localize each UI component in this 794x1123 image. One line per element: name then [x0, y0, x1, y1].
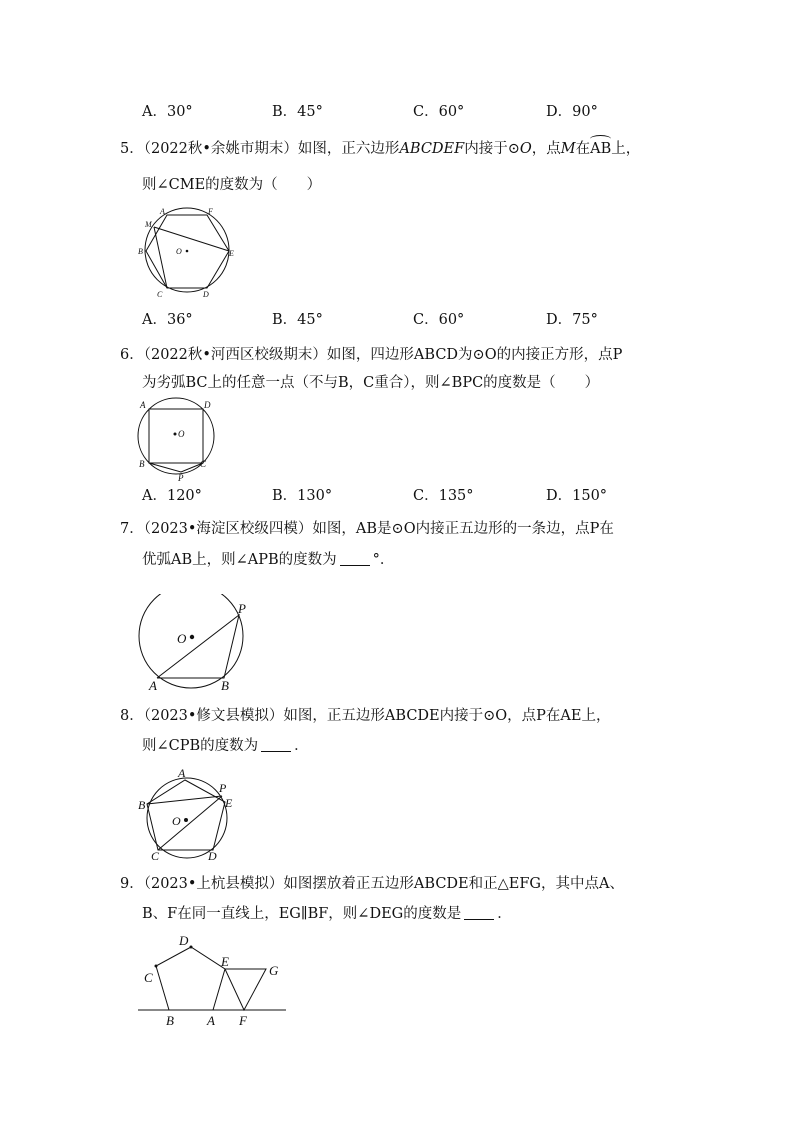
q5-label-a: A: [160, 207, 165, 216]
q5-label-m: M: [145, 220, 152, 229]
q7-figure: [134, 594, 254, 694]
q5-stem-text5: 上，: [611, 141, 641, 157]
q5-stem-line2: 则∠CME的度数为（ ）: [142, 177, 322, 193]
q8-stem-text: 则∠CPB的度数为: [142, 738, 259, 754]
q9-label-g: G: [269, 963, 279, 978]
q4-option-a: A．30°: [142, 104, 193, 120]
q5-point-m: M: [560, 141, 576, 157]
q4-option-d: D．90°: [546, 104, 598, 120]
q7-label-a: A: [149, 678, 157, 693]
q9-label-e: E: [221, 954, 229, 969]
q5-figure: [134, 204, 244, 300]
q7-stem-end: °．: [372, 552, 395, 568]
q6-label-d: D: [204, 400, 211, 410]
q6-label-c: C: [200, 459, 207, 469]
q9-stem-line1: 9．（2023•上杭县模拟）如图摆放着正五边形ABCDE和正△EFG，其中点A、: [120, 876, 624, 892]
q7-stem-text: 优弧AB上，则∠APB的度数为: [142, 552, 337, 568]
q5-option-d: D．75°: [546, 312, 598, 328]
q9-stem-text: B、F在同一直线上，EG∥BF，则∠DEG的度数是: [142, 906, 462, 922]
q7-label-b: B: [221, 678, 229, 693]
q8-label-o: O: [172, 814, 181, 828]
q7-stem-line2: [142, 550, 394, 570]
q8-stem-line2: [142, 736, 309, 756]
q5-circle-name: O: [519, 141, 532, 157]
q6-option-c: C．135°: [413, 488, 474, 504]
q6-label-a: A: [140, 400, 146, 410]
q8-stem-end: ．: [294, 738, 309, 754]
q8-label-b: B: [138, 798, 146, 812]
q8-label-e: E: [225, 796, 233, 810]
q5-label-o: O: [176, 247, 182, 256]
q5-stem-text4: 在: [575, 141, 591, 157]
q7-answer-blank[interactable]: [340, 551, 370, 566]
q8-stem-line1: 8．（2023•修文县模拟）如图，正五边形ABCDE内接于⊙O，点P在AE上，: [120, 708, 611, 724]
q5-arc-ab: AB: [590, 141, 612, 157]
q6-label-o: O: [178, 429, 185, 439]
q8-figure: [134, 764, 234, 864]
q9-label-b: B: [166, 1013, 174, 1028]
q5-option-b: B．45°: [272, 312, 323, 328]
q4-option-c: C．60°: [413, 104, 465, 120]
q5-label-f: F: [208, 207, 213, 216]
q8-label-p: P: [219, 781, 227, 795]
q6-option-a: A．120°: [142, 488, 202, 504]
q5-stem-text: 5．（2022秋•余姚市期末）如图，正六边形: [120, 141, 400, 157]
q5-stem-text3: ，点: [531, 141, 561, 157]
q5-stem-line1: [120, 139, 640, 159]
q5-hexagon-name: ABCDEF: [399, 141, 465, 157]
q8-label-d: D: [208, 849, 217, 863]
q9-label-c: C: [144, 970, 153, 985]
q5-label-d: D: [203, 290, 209, 299]
q7-label-p: P: [238, 601, 246, 616]
q5-option-a: A．36°: [142, 312, 193, 328]
q6-label-b: B: [139, 459, 145, 469]
q8-answer-blank[interactable]: [261, 737, 291, 752]
q9-figure: [134, 930, 294, 1030]
q9-label-f: F: [239, 1013, 247, 1028]
q6-label-p: P: [178, 473, 184, 482]
q8-label-c: C: [151, 849, 160, 863]
q9-label-a: A: [207, 1013, 215, 1028]
q7-stem-line1: 7．（2023•海淀区校级四模）如图，AB是⊙O内接正五边形的一条边，点P在: [120, 521, 614, 537]
q5-label-c: C: [157, 290, 163, 299]
q9-label-d: D: [179, 933, 189, 948]
q9-stem-end: ．: [497, 906, 512, 922]
q6-option-b: B．130°: [272, 488, 333, 504]
q8-label-a: A: [178, 766, 186, 780]
q5-option-c: C．60°: [413, 312, 465, 328]
q7-label-o: O: [177, 631, 187, 646]
q4-option-b: B．45°: [272, 104, 323, 120]
q9-stem-line2: [142, 904, 512, 924]
q6-option-d: D．150°: [546, 488, 608, 504]
q6-stem-line1: 6．（2022秋•河西区校级期末）如图，四边形ABCD为⊙O的内接正方形，点P: [120, 347, 623, 363]
q5-label-b: B: [138, 247, 143, 256]
q6-figure: [134, 396, 224, 482]
q6-stem-line2: 为劣弧BC上的任意一点（不与B，C重合），则∠BPC的度数是（ ）: [142, 375, 600, 391]
q5-stem-text2: 内接于⊙: [464, 141, 520, 157]
q5-label-e: E: [229, 249, 234, 258]
q9-answer-blank[interactable]: [464, 905, 494, 920]
